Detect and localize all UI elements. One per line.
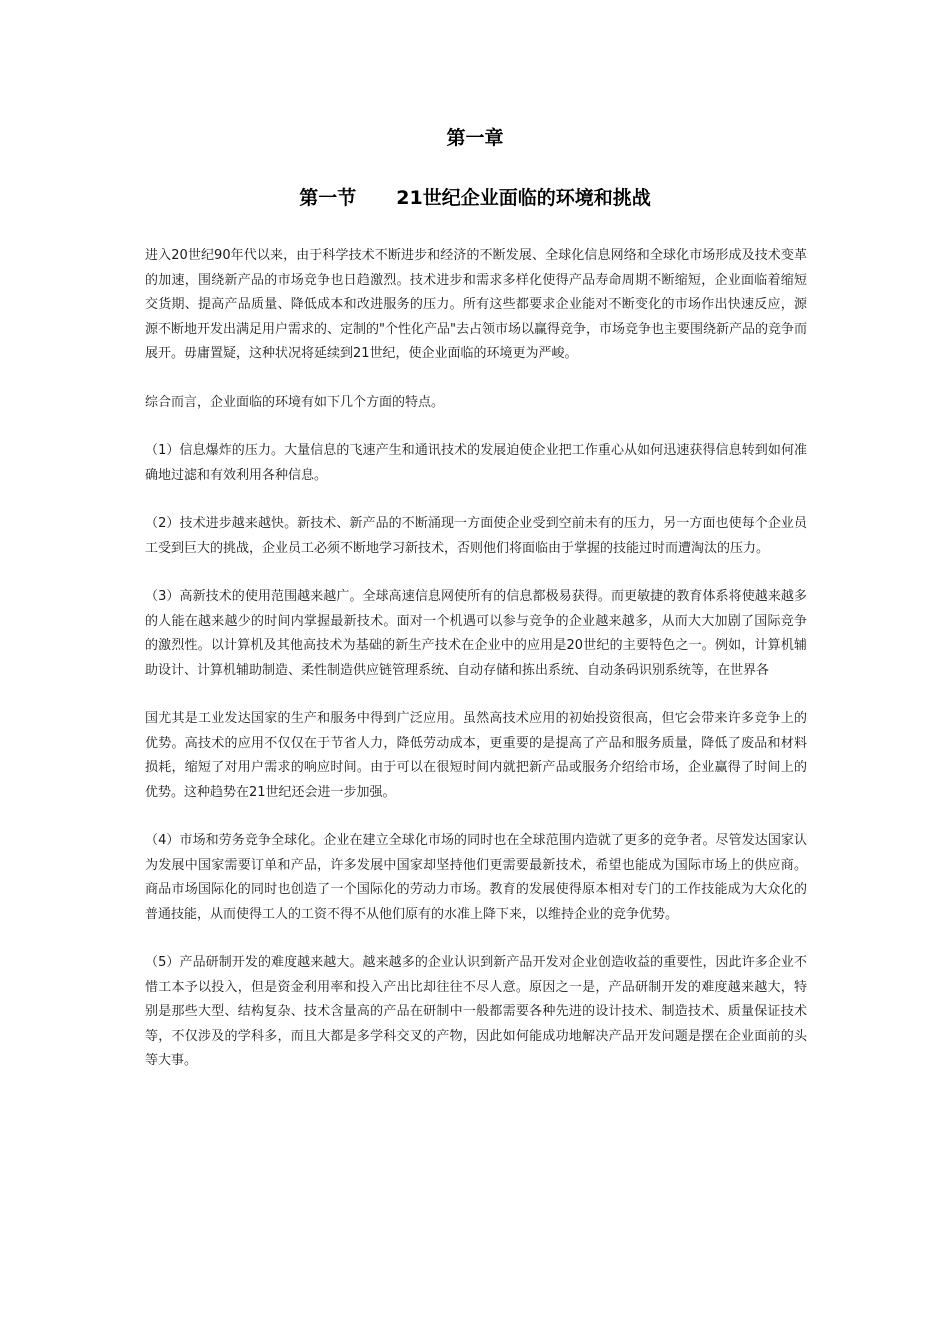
chapter-title: 第一章 [446, 127, 504, 149]
paragraph-point-4: （4）市场和劳务竞争全球化。企业在建立全球化市场的同时也在全球范围内造就了更多的竞争者。尽管发达国家认为发展中国家需要订单和产品，许多发展中国家却坚持他们更需要最新技术，希望也能成为国际市场上的供应商。商品市场国际化的同时也创造了一个国际化的劳动力市场。教育的发展使得原本相对专门的工作技能成为大众化的普通技能，从而使得工人的工资不得不从他们原有的水准上降下来，以维持企业的竞争优势。 [145, 833, 807, 922]
section-name: 21世纪企业面临的环境和挑战 [396, 187, 651, 209]
section-label: 第一节 [299, 187, 357, 209]
paragraph-point-5: （5）产品研制开发的难度越来越大。越来越多的企业认识到新产品开发对企业创造收益的重要性，因此许多企业不惜工本予以投入，但是资金利用率和投入产出比却往往不尽人意。原因之一是，产品研制开发的难度越来越大，特别是那些大型、结构复杂、技术含量高的产品在研制中一般都需要各种先进的设计技术、制造技术、质量保证技术等，不仅涉及的学科多，而且大都是多学科交叉的产物，因此如何能成功地解决产品开发问题是摆在企业面前的头等大事。 [145, 955, 807, 1068]
paragraph-point-3: （3）高新技术的使用范围越来越广。全球高速信息网使所有的信息都极易获得。而更敏捷的教育体系将使越来越多的人能在越来越少的时间内掌握最新技术。面对一个机遇可以参与竞争的企业越来越多，从而大大加剧了国际竞争的激烈性。以计算机及其他高技术为基础的新生产技术在企业中的应用是20世纪的主要特色之一。例如，计算机辅助设计、计算机辅助制造、柔性制造供应链管理系统、自动存储和拣出系统、自动条码识别系统等，在世界各 [145, 589, 807, 678]
paragraph-point-1: （1）信息爆炸的压力。大量信息的飞速产生和通讯技术的发展迫使企业把工作重心从如何迅速获得信息转到如何准确地过滤和有效利用各种信息。 [145, 443, 807, 483]
paragraph-summary: 综合而言，企业面临的环境有如下几个方面的特点。 [145, 394, 445, 410]
document-body [145, 244, 807, 1098]
paragraph-point-2: （2）技术进步越来越快。新技术、新产品的不断涌现一方面使企业受到空前未有的压力，另一方面也使每个企业员工受到巨大的挑战，企业员工必须不断地学习新技术，否则他们将面临由于掌握的技能过时而遭淘汰的压力。 [145, 516, 807, 556]
section-title [0, 183, 950, 213]
paragraph-point-3-continued: 国尤其是工业发达国家的生产和服务中得到广泛应用。虽然高技术应用的初始投资很高，但它会带来许多竞争上的优势。高技术的应用不仅仅在于节省人力，降低劳动成本，更重要的是提高了产品和服务质量，降低了废品和材料损耗，缩短了对用户需求的响应时间。由于可以在很短时间内就把新产品或服务介绍给市场，企业赢得了时间上的优势。这种趋势在21世纪还会进一步加强。 [145, 711, 807, 800]
paragraph-intro: 进入20世纪90年代以来，由于科学技术不断进步和经济的不断发展、全球化信息网络和全球化市场形成及技术变革的加速，围绕新产品的市场竞争也日趋激烈。技术进步和需求多样化使得产品寿命周期不断缩短，企业面临着缩短交货期、提高产品质量、降低成本和改进服务的压力。所有这些都要求企业能对不断变化的市场作出快速反应，源源不断地开发出满足用户需求的、定制的"个性化产品"去占领市场以赢得竞争，市场竞争也主要围绕新产品的竞争而展开。毋庸置疑，这种状况将延续到21世纪，使企业面临的环境更为严峻。 [145, 248, 807, 361]
